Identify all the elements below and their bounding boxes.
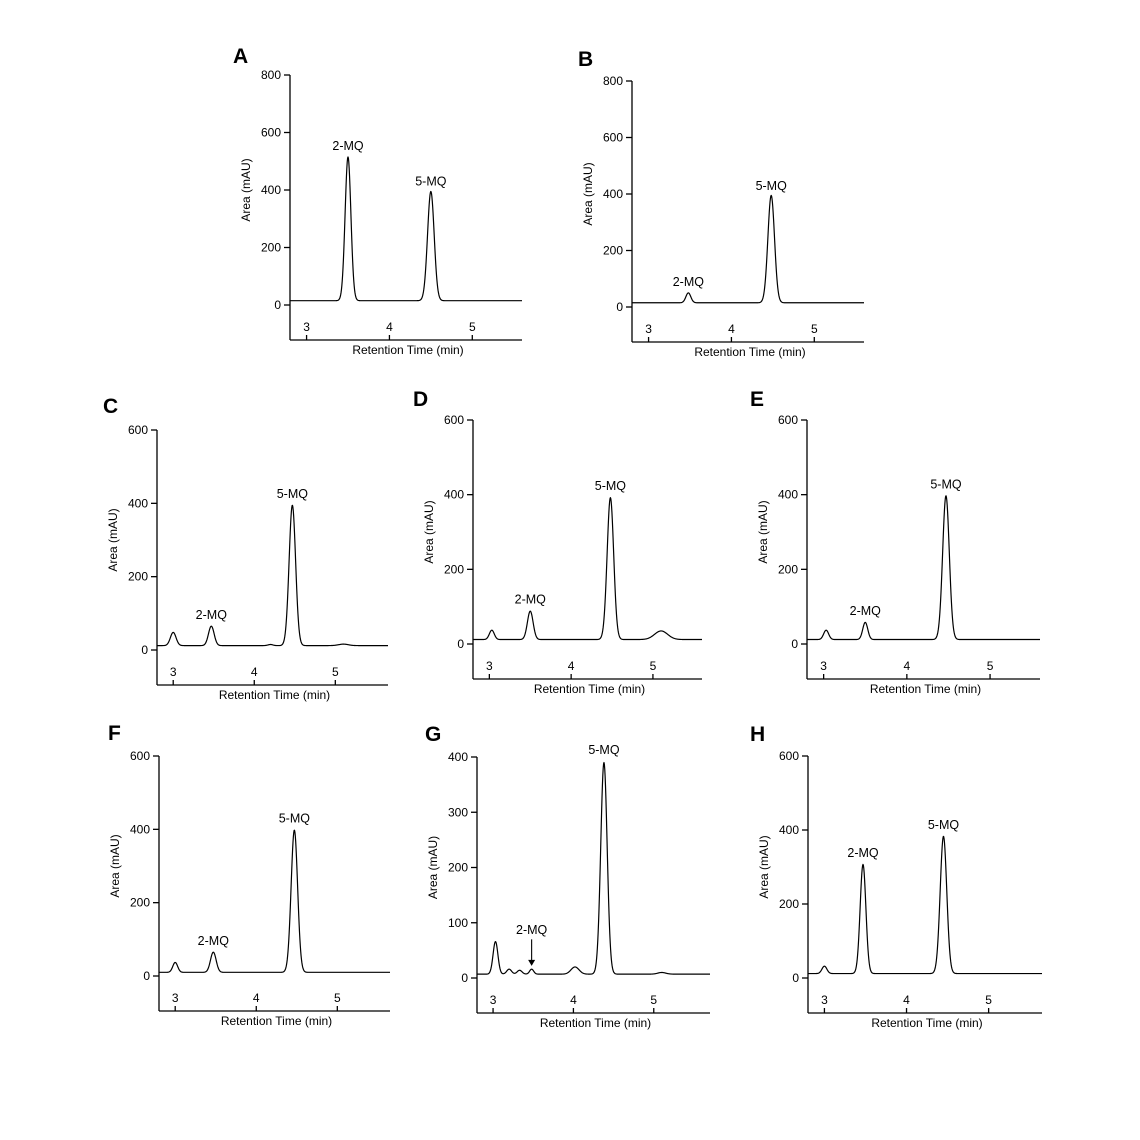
chromatogram-trace [290, 157, 522, 301]
y-tick-label: 600 [777, 413, 798, 427]
y-tick-label: 400 [260, 183, 281, 197]
y-tick-label: 200 [778, 897, 799, 911]
y-tick-label: 200 [777, 562, 798, 577]
y-tick-label: 0 [274, 298, 281, 312]
y-tick-label: 400 [778, 823, 799, 837]
x-axis-title: Retention Time (min) [539, 1016, 652, 1030]
x-tick-label: 5 [331, 665, 339, 679]
y-tick-label: 400 [129, 822, 150, 837]
y-axis-title: Area (mAU) [581, 162, 595, 226]
y-tick-label: 400 [447, 750, 468, 764]
y-tick-label: 200 [443, 562, 464, 577]
peak-label: 5-MQ [415, 174, 447, 189]
y-tick-label: 300 [447, 805, 468, 820]
peak-label: 2-MQ [195, 607, 227, 622]
peak-label: 5-MQ [594, 479, 627, 494]
chromatogram-trace [473, 498, 702, 640]
y-tick-label: 200 [447, 860, 468, 875]
panel-letter: A [233, 45, 249, 68]
y-tick-label: 0 [141, 643, 148, 657]
x-tick-label: 3 [171, 991, 179, 1005]
chromatogram-trace [159, 830, 390, 972]
x-tick-label: 5 [810, 322, 818, 336]
panel-f [108, 722, 390, 1028]
y-tick-label: 400 [443, 487, 464, 502]
panel-a [233, 45, 522, 357]
peak-label: 2-MQ [514, 592, 546, 607]
y-tick-label: 0 [143, 969, 150, 983]
y-tick-label: 800 [260, 68, 281, 82]
x-axis-title: Retention Time (min) [352, 343, 464, 357]
x-tick-label: 3 [821, 993, 828, 1007]
panel-letter: C [103, 395, 119, 418]
x-axis-title: Retention Time (min) [871, 1016, 983, 1030]
x-tick-label: 3 [645, 322, 652, 336]
peak-label: 2-MQ [672, 274, 704, 289]
x-tick-label: 5 [986, 659, 994, 673]
peak-label: 2-MQ [847, 846, 879, 861]
chromatogram-trace [808, 836, 1042, 973]
chromatogram-trace [632, 195, 864, 302]
panel-b [578, 48, 864, 359]
y-axis-title: Area (mAU) [426, 835, 440, 900]
peak-label: 2-MQ [197, 933, 229, 948]
y-tick-label: 0 [792, 971, 799, 985]
peak-label: 2-MQ [849, 603, 881, 618]
y-tick-label: 200 [127, 569, 148, 584]
panel-g [425, 723, 710, 1030]
x-tick-label: 4 [250, 665, 258, 679]
chromatogram-trace [807, 496, 1040, 640]
x-tick-label: 4 [252, 991, 260, 1005]
x-tick-label: 3 [303, 320, 310, 334]
y-tick-label: 200 [602, 243, 623, 258]
chromatogram-trace [157, 505, 388, 645]
panel-letter: H [750, 723, 766, 746]
peak-label: 5-MQ [276, 486, 308, 501]
panel-letter: B [578, 48, 594, 71]
y-tick-label: 100 [447, 915, 468, 930]
x-tick-label: 5 [650, 993, 658, 1007]
x-axis-title: Retention Time (min) [533, 682, 646, 696]
y-tick-label: 600 [443, 413, 464, 427]
x-tick-label: 5 [333, 991, 341, 1005]
x-tick-label: 4 [903, 993, 910, 1007]
peak-label: 5-MQ [755, 178, 787, 193]
x-tick-label: 5 [985, 993, 992, 1007]
y-tick-label: 600 [127, 423, 148, 437]
x-tick-label: 3 [820, 659, 827, 673]
x-tick-label: 4 [903, 659, 911, 673]
panel-e [750, 388, 1040, 696]
y-tick-label: 400 [127, 496, 148, 511]
y-axis-title: Area (mAU) [422, 500, 436, 564]
y-tick-label: 0 [616, 300, 623, 314]
panel-letter: G [425, 723, 442, 746]
y-tick-label: 400 [777, 487, 798, 502]
y-axis-title: Area (mAU) [756, 500, 770, 564]
x-tick-label: 4 [567, 659, 575, 673]
peak-label: 5-MQ [930, 477, 962, 492]
y-tick-label: 600 [602, 130, 623, 145]
y-axis-title: Area (mAU) [108, 834, 122, 898]
peak-label: 5-MQ [927, 817, 960, 832]
panel-h [750, 723, 1042, 1030]
x-tick-label: 3 [486, 659, 493, 673]
x-axis-title: Retention Time (min) [218, 688, 331, 702]
x-axis-title: Retention Time (min) [694, 345, 806, 359]
x-tick-label: 4 [570, 993, 577, 1007]
y-tick-label: 800 [602, 74, 623, 88]
y-axis-title: Area (mAU) [106, 508, 120, 572]
x-tick-label: 5 [468, 320, 476, 334]
x-tick-label: 4 [386, 320, 393, 334]
y-tick-label: 0 [461, 971, 468, 985]
y-tick-label: 0 [791, 637, 798, 651]
y-tick-label: 600 [260, 125, 281, 140]
x-axis-title: Retention Time (min) [869, 682, 982, 696]
arrow-head-icon [528, 960, 535, 966]
y-axis-title: Area (mAU) [757, 835, 771, 899]
panel-letter: F [108, 722, 121, 745]
x-axis-title: Retention Time (min) [220, 1014, 333, 1028]
y-tick-label: 0 [457, 637, 464, 651]
panel-letter: D [413, 388, 429, 411]
peak-label: 2-MQ [516, 922, 548, 937]
y-tick-label: 200 [260, 240, 281, 255]
y-tick-label: 200 [129, 895, 150, 910]
y-tick-label: 400 [602, 187, 623, 201]
x-tick-label: 3 [169, 665, 177, 679]
x-tick-label: 5 [649, 659, 657, 673]
x-tick-label: 4 [728, 322, 735, 336]
peak-label: 5-MQ [588, 743, 620, 758]
peak-label: 5-MQ [278, 811, 310, 826]
panel-letter: E [750, 388, 765, 411]
x-tick-label: 3 [489, 993, 497, 1007]
chromatogram-trace [477, 763, 710, 975]
panel-c [103, 395, 388, 702]
panel-d [413, 388, 702, 696]
peak-label: 2-MQ [332, 138, 364, 153]
y-tick-label: 600 [778, 749, 799, 763]
y-axis-title: Area (mAU) [239, 158, 253, 222]
y-tick-label: 600 [129, 749, 150, 763]
